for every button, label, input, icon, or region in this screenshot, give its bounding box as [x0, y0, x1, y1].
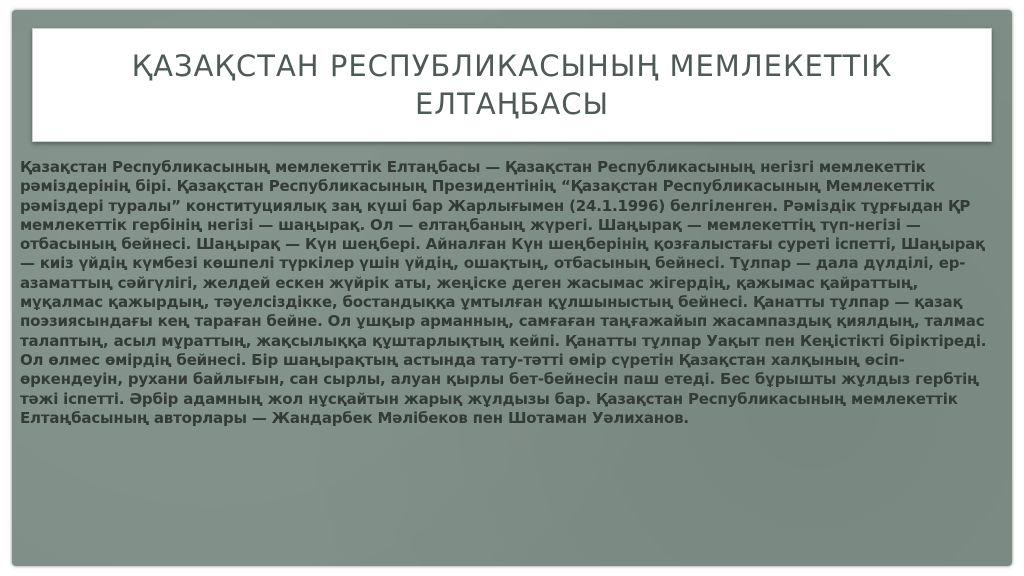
slide: [12, 10, 1012, 566]
slide-title: ҚАЗАҚСТАН РЕСПУБЛИКАСЫНЫҢ МЕМЛЕКЕТТІК ЕЛТАҢБАСЫ: [131, 49, 893, 121]
title-box: [32, 28, 992, 142]
slide-body-text: Қазақстан Республикасының мемлекеттік Елтаңбасы — Қазақстан Республикасының негізгі мемлекеттік рәміздерінің бірі. Қазақстан Республикасының Президентінің “Қазақстан Республикасының Мемлекеттік рәміздері туралы” конституциялық заң күші бар Жарлығымен (24.1.1996) белгіленген. Рәміздік тұрғыдан ҚР мемлекеттік гербінің негізі — шаңырақ. Ол — елтаңбаның жүрегі. Шаңырақ — мемлекеттің түп-негізі — отбасының бейнесі. Шаңырақ — Күн шеңбері. Айналған Күн шеңберінің қозғалыстағы суреті іспетті, Шаңырақ — киіз үйдің күмбезі көшпелі түркілер үшін үйдің, ошақтың, отбасының бейнесі. Тұлпар — дала дүлділі, ер-азаматтың сәйгүлігі, желдей ескен жүйрік аты, жеңіске деген жасымас жігердің, қажымас қайраттың, мұқалмас қажырдың, тәуелсіздікке, бостандыққа ұмтылған құлшыныстың бейнесі. Қанатты тұлпар — қазақ поэзиясындағы кең тараған бейне. Ол ұшқыр арманның, самғаған таңғажайып жасампаздық қиялдың, талмас талаптың, асыл мұраттың, жақсылыққа құштарлықтың кейпі. Қанатты тұлпар Уақыт пен Кеңістікті біріктіреді. Ол өлмес өмірдің бейнесі. Бір шаңырақтың астында тату-тәтті өмір сүретін Қазақстан халқының өсіп-өркендеуін, рухани байлығын, сан сырлы, алуан қырлы бет-бейнесін паш етеді. Бес бұрышты жұлдыз гербтің тәжі іспетті. Әрбір адамның жол нұсқайтын жарық жұлдызы бар. Қазақстан Республикасының мемлекеттік Елтаңбасының авторлары — Жандарбек Мәлібеков пен Шотаман Уәлиханов.: [20, 158, 987, 427]
